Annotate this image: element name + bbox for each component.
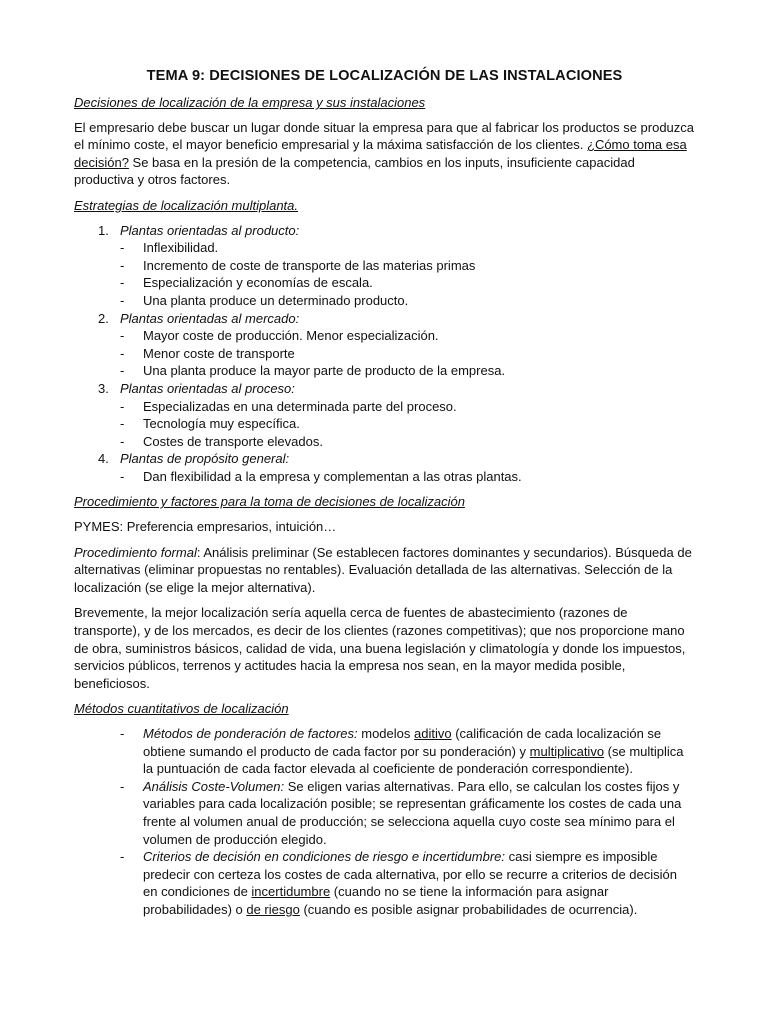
dash-bullet: - [120,726,125,741]
method-text: casi siempre es imposible predecir con certeza los costes de cada alternativa, por ello se recurre a criterios de decisión en condiciones de [143,849,677,900]
paragraph-pymes: PYMES: Preferencia empresarios, intuición… [74,519,337,535]
method-ponderacion [74,725,695,778]
method-text: (cuando es posible asignar probabilidades de ocurrencia). [299,901,638,917]
dash-bullet: - [120,416,125,432]
section-heading-decisiones: Decisiones de localización de la empresa y sus instalaciones [74,95,426,110]
strategy-number: 2. [98,310,109,326]
method-label: Criterios de decisión en condiciones de riesgo e incertidumbre: [143,849,506,865]
list-item-text: Especialización y economías de escala. [143,275,373,291]
section-heading-estrategias: Estrategias de localización multiplanta. [74,197,299,213]
list-item-text: Especializadas en una determinada parte del proceso. [143,398,457,414]
list-item [120,345,695,363]
procedimiento-formal-text: : Análisis preliminar (Se establecen factores dominantes y secundarios). Búsqueda de alternativas (eliminar propuestas no rentables). Evaluación detallada de las alternativas. Selección de la localización (se elige la mejor alternativa). [74,544,692,595]
term-incertidumbre: incertidumbre [251,884,331,900]
intro-question-link[interactable]: ¿Cómo toma esa decisión? [74,137,687,170]
term-aditivo: aditivo [414,726,452,741]
intro-text-a: El empresario debe buscar un lugar donde situar la empresa para que al fabricar los productos se produzca el mínimo coste, el mayor beneficio empresarial y la máxima satisfacción de los clientes. [74,119,695,153]
dash-bullet: - [120,257,125,273]
dash-bullet: - [120,398,125,414]
strategy-points [120,239,695,309]
dash-bullet: - [120,275,125,291]
strategy-points [120,468,695,486]
strategy-item-proceso [74,380,695,450]
strategy-item-producto [74,222,695,310]
procedimiento-formal-label: Procedimiento formal [74,544,197,560]
list-item-text: Mayor coste de producción. Menor especialización. [143,328,439,344]
strategies-list [74,222,695,486]
paragraph-procedimiento-formal [74,544,695,597]
list-item-text: Costes de transporte elevados. [143,433,323,449]
list-item-text: Una planta produce la mayor parte de producto de la empresa. [143,363,506,379]
term-de-riesgo: de riesgo [246,901,300,917]
method-text: Se eligen varias alternativas. Para ello, se calculan los costes fijos y variables para cada localización posible; se representan gráficamente los costes de cada una frente al volumen anual de producción; se selecciona aquella cuyo coste sea mínimo para el volumen de producción elegido. [143,778,682,847]
dash-bullet: - [120,849,125,865]
list-item-text: Inflexibilidad. [143,240,219,256]
term-multiplicativo: multiplicativo [529,743,605,759]
method-text: modelos [357,726,415,741]
method-label: Métodos de ponderación de factores: [143,726,358,741]
list-item [120,468,695,486]
strategy-points [120,398,695,451]
strategy-item-general [74,450,695,485]
dash-bullet: - [120,292,125,308]
list-item [120,257,695,275]
list-item [120,415,695,433]
dash-bullet: - [120,328,125,344]
strategy-label: Plantas orientadas al producto: [120,222,300,238]
paragraph-intro [74,119,695,189]
list-item [120,327,695,345]
method-riesgo-incertidumbre [74,848,695,918]
strategy-label: Plantas orientadas al mercado: [120,310,300,326]
strategy-number: 4. [98,451,109,467]
list-item-text: Dan flexibilidad a la empresa y complementan a las otras plantas. [143,468,522,484]
strategy-label: Plantas de propósito general: [120,451,290,467]
paragraph-brevemente: Brevemente, la mejor localización sería aquella cerca de fuentes de abastecimiento (razones de transporte), y de los mercados, es decir de los clientes (razones competitivas); que nos proporcione mano de obra, suministros básicos, calidad de vida, una buena legislación y climatología y donde los impuestos, servicios públicos, terrenos y actitudes hacia la empresa nos sean, en la mayor medida posible, beneficiosos. [74,605,686,691]
list-item-text: Tecnología muy específica. [143,416,300,432]
list-item [120,433,695,451]
section-heading-metodos: Métodos cuantitativos de localización [74,701,289,717]
list-item [120,274,695,292]
method-text: (se multiplica la puntuación de cada factor elevada al coeficiente de ponderación correspondiente). [143,743,684,777]
dash-bullet: - [120,363,125,379]
strategy-points [120,327,695,380]
dash-bullet: - [120,240,125,256]
dash-bullet: - [120,778,125,794]
strategy-number: 3. [98,380,109,396]
list-item [120,239,695,257]
strategy-number: 1. [98,222,109,238]
dash-bullet: - [120,345,125,361]
list-item [120,362,695,380]
intro-text-b: Se basa en la presión de la competencia, cambios en los inputs, insuficiente capacidad productiva y otros factores. [74,154,635,188]
method-text: (calificación de cada localización se obtiene sumando el producto de cada factor por su ponderación) y [143,726,662,759]
dash-bullet: - [120,433,125,449]
methods-list [74,725,695,919]
list-item [120,292,695,310]
method-text: (cuando no se tiene la información para asignar probabilidades) o [143,884,609,917]
method-label: Análisis Coste-Volumen: [143,778,285,794]
strategy-item-mercado [74,310,695,380]
list-item-text: Una planta produce un determinado producto. [143,292,409,308]
list-item-text: Menor coste de transporte [143,345,295,361]
list-item-text: Incremento de coste de transporte de las materias primas [143,257,476,273]
strategy-label: Plantas orientadas al proceso: [120,380,295,396]
section-heading-procedimiento: Procedimiento y factores para la toma de decisiones de localización [74,494,465,510]
dash-bullet: - [120,468,125,484]
list-item [120,398,695,416]
page-title: TEMA 9: DECISIONES DE LOCALIZACIÓN DE LAS INSTALACIONES [146,68,623,84]
method-coste-volumen [74,778,695,848]
